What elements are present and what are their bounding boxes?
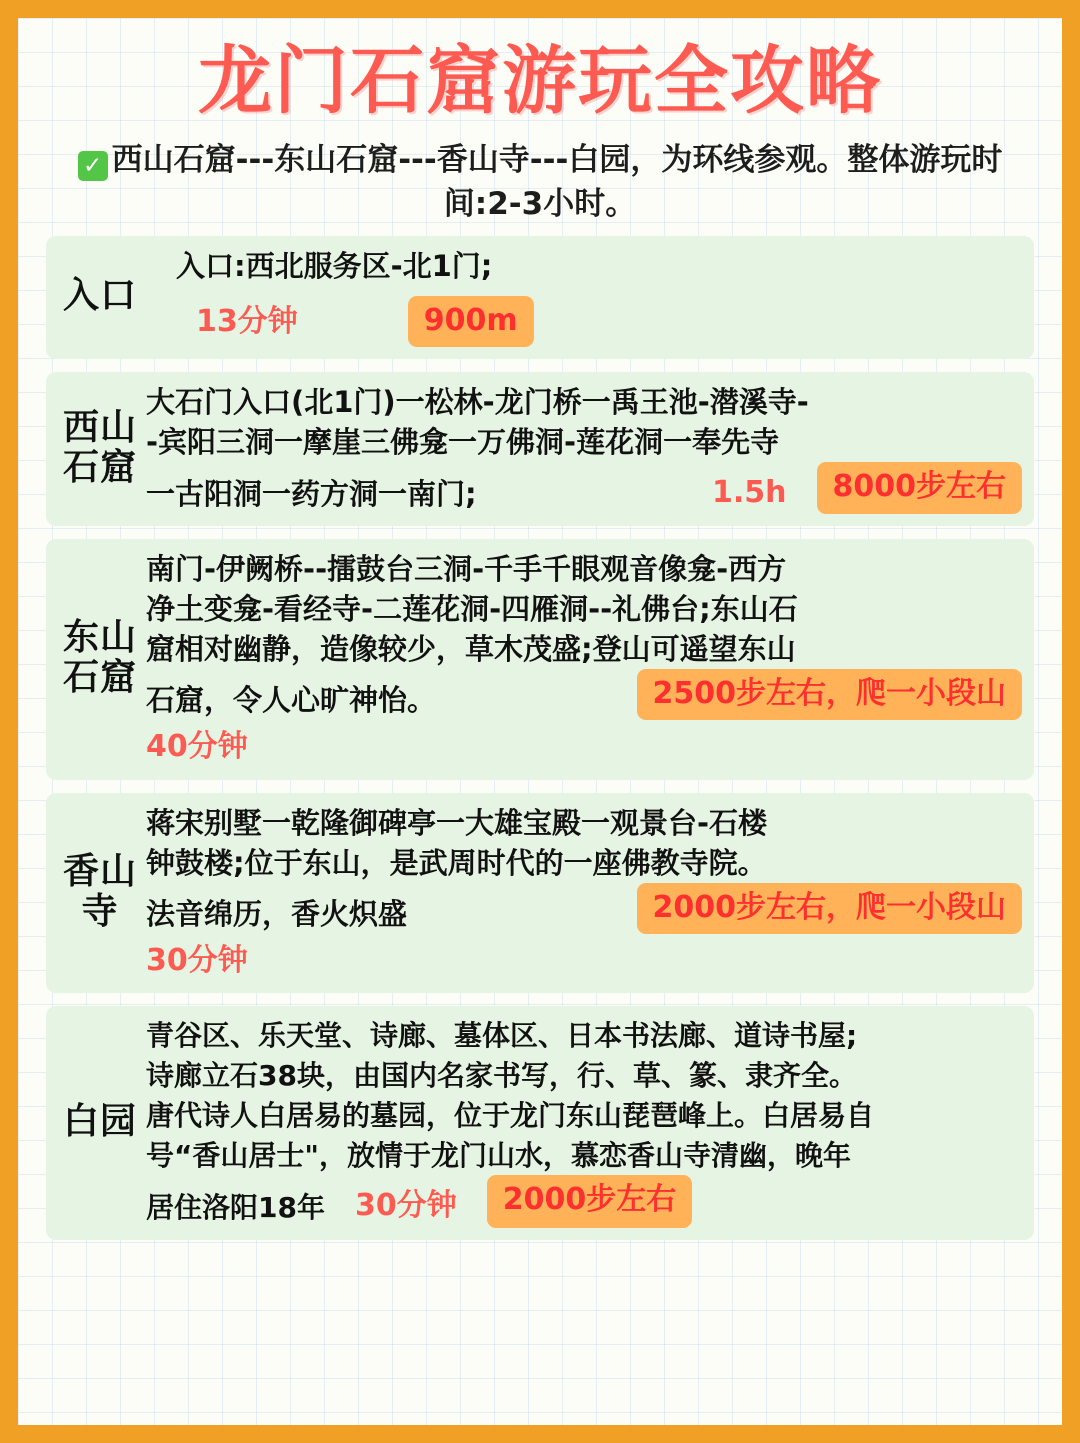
duration-badge: 13分钟	[196, 303, 298, 339]
subtitle	[64, 138, 1016, 226]
section-line: 一古阳洞一药方洞一南门;	[146, 476, 477, 511]
section-xiangshan-temple	[46, 793, 1034, 994]
subtitle-text: 西山石窟---东山石窟---香山寺---白园，为环线参观。整体游玩时间:2-3小时。	[111, 141, 1003, 222]
duration-badge: 30分钟	[354, 1188, 457, 1224]
section-body	[146, 803, 1022, 982]
check-icon: ✓	[78, 151, 108, 181]
duration-badge: 1.5h	[711, 475, 787, 511]
section-label: 香山寺	[62, 850, 137, 932]
section-line: 大石门入口(北1门)一松林-龙门桥一禹王池-潜溪寺-	[146, 385, 809, 420]
section-dongshan	[46, 539, 1034, 780]
section-xishan	[46, 372, 1034, 525]
page-title: 龙门石窟游玩全攻略	[198, 38, 882, 124]
section-body	[146, 1016, 1022, 1228]
section-label: 西山石窟	[62, 406, 137, 489]
section-line: 唐代诗人白居易的墓园，位于龙门东山琵琶峰上。白居易自	[146, 1098, 875, 1132]
section-line: 钟鼓楼;位于东山，是武周时代的一座佛教寺院。	[146, 845, 767, 880]
steps-badge: 900m	[408, 296, 534, 347]
section-badges	[146, 726, 1022, 767]
section-baiyuan	[46, 1006, 1034, 1240]
section-line: 净土变龛-看经寺-二莲花洞-四雁洞--礼佛台;东山石	[146, 591, 798, 626]
section-line: 法音绵历，香火炽盛	[146, 897, 408, 931]
duration-badge: 40分钟	[146, 729, 248, 765]
section-body	[146, 549, 1022, 768]
section-label: 入口	[62, 275, 137, 317]
section-body	[146, 382, 1022, 513]
steps-badge: 8000步左右	[817, 462, 1023, 513]
section-line: 南门-伊阙桥--擂鼓台三洞-千手千眼观音像龛-西方	[146, 551, 787, 586]
section-line: 青谷区、乐天堂、诗廊、墓体区、日本书法廊、道诗书屋;	[146, 1019, 858, 1053]
section-line: 蒋宋别墅一乾隆御碑亭一大雄宝殿一观景台-石楼	[146, 805, 768, 840]
section-label: 白园	[62, 1101, 137, 1143]
steps-badge: 2000步左右	[487, 1175, 693, 1228]
section-badges	[146, 940, 1022, 981]
section-body	[146, 246, 1022, 347]
section-line: 居住洛阳18年	[146, 1191, 325, 1225]
duration-badge: 30分钟	[146, 943, 248, 979]
note-page	[18, 18, 1062, 1425]
section-line: 号“香山居士"，放情于龙门山水，慕恋香山寺清幽，晚年	[146, 1138, 851, 1172]
section-label: 东山石窟	[62, 616, 137, 699]
steps-badge: 2000步左右，爬一小段山	[637, 883, 1023, 934]
section-line: 石窟，令人心旷神怡。	[146, 683, 437, 718]
section-line: 诗廊立石38块，由国内名家书写，行、草、篆、隶齐全。	[146, 1059, 857, 1093]
section-line: 窟相对幽静，造像较少，草木茂盛;登山可遥望东山	[146, 631, 796, 666]
section-entrance	[46, 236, 1034, 359]
section-badges	[176, 296, 1022, 347]
steps-badge: 2500步左右，爬一小段山	[637, 669, 1023, 720]
section-line: -宾阳三洞一摩崖三佛龛一万佛洞-莲花洞一奉先寺	[146, 425, 780, 460]
section-line: 入口:西北服务区-北1门;	[176, 248, 493, 283]
